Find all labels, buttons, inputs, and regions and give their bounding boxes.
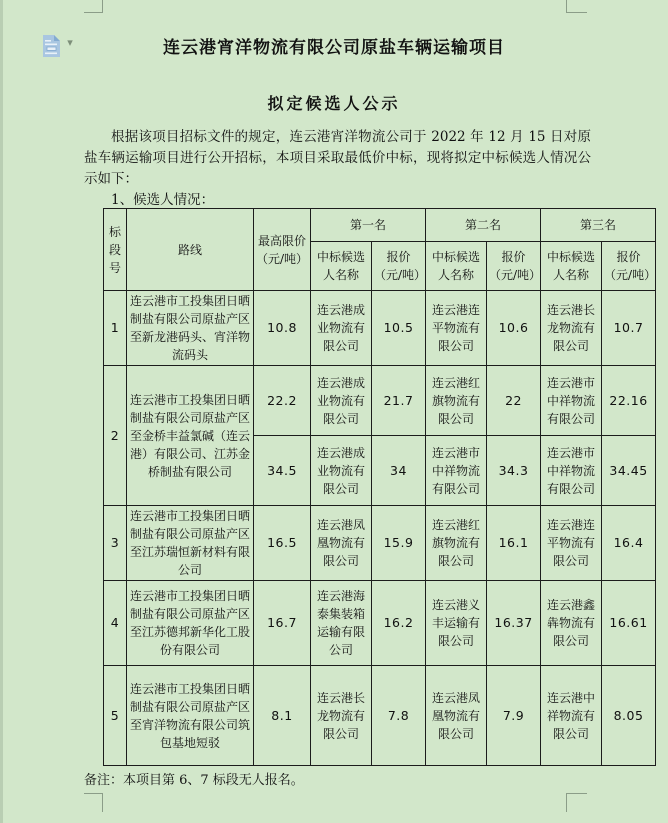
table-cell: 连云港成业物流有限公司 bbox=[311, 436, 372, 506]
table-cell: 34.3 bbox=[487, 436, 541, 506]
table-cell: 连云港连平物流有限公司 bbox=[426, 291, 487, 366]
table-cell: 8.05 bbox=[602, 666, 656, 766]
table-cell: 连云港市工投集团日晒制盐有限公司原盐产区至江苏瑞恒新材料有限公司 bbox=[127, 506, 254, 581]
table-cell: 连云港市中祥物流有限公司 bbox=[426, 436, 487, 506]
candidates-list-heading: 1、候选人情况： bbox=[111, 192, 215, 208]
dropdown-arrow-icon[interactable]: ▾ bbox=[67, 36, 73, 49]
table-cell: 连云港市工投集团日晒制盐有限公司原盐产区至金桥丰益氯碱（连云港）有限公司、江苏金桥制盐有限公司 bbox=[127, 366, 254, 506]
table-cell: 连云港市中祥物流有限公司 bbox=[541, 436, 602, 506]
margin-mark-top-left bbox=[84, 0, 103, 13]
table-cell: 16.7 bbox=[254, 581, 311, 666]
table-cell: 10.8 bbox=[254, 291, 311, 366]
table-cell: 10.6 bbox=[487, 291, 541, 366]
table-cell: 连云港市工投集团日晒制盐有限公司原盐产区至新龙港码头、宵洋物流码头 bbox=[127, 291, 254, 366]
header-cell: 第三名 bbox=[541, 209, 656, 242]
header-cell: 第二名 bbox=[426, 209, 541, 242]
margin-mark-bottom-right bbox=[566, 793, 587, 812]
table-cell: 连云港连平物流有限公司 bbox=[541, 506, 602, 581]
header-cell: 标段号 bbox=[104, 209, 127, 291]
table-cell: 8.1 bbox=[254, 666, 311, 766]
table-cell: 16.2 bbox=[372, 581, 426, 666]
table-cell: 连云港红旗物流有限公司 bbox=[426, 366, 487, 436]
table-cell: 连云港长龙物流有限公司 bbox=[311, 666, 372, 766]
header-cell: 中标候选人名称 bbox=[541, 242, 602, 291]
table-cell: 连云港凤凰物流有限公司 bbox=[426, 666, 487, 766]
table-cell: 21.7 bbox=[372, 366, 426, 436]
header-cell: 报价（元/吨） bbox=[487, 242, 541, 291]
header-cell: 路线 bbox=[127, 209, 254, 291]
header-cell: 最高限价（元/吨） bbox=[254, 209, 311, 291]
table-cell: 34.5 bbox=[254, 436, 311, 506]
page-left-edge bbox=[0, 0, 3, 823]
table-cell: 16.5 bbox=[254, 506, 311, 581]
header-cell: 中标候选人名称 bbox=[311, 242, 372, 291]
table-cell: 连云港市中祥物流有限公司 bbox=[541, 366, 602, 436]
note-text: 备注：本项目第 6、7 标段无人报名。 bbox=[84, 773, 304, 788]
table-row bbox=[104, 581, 656, 666]
table-cell: 连云港红旗物流有限公司 bbox=[426, 506, 487, 581]
table-cell: 16.61 bbox=[602, 581, 656, 666]
table-cell: 16.4 bbox=[602, 506, 656, 581]
table-cell: 10.5 bbox=[372, 291, 426, 366]
margin-mark-bottom-left bbox=[84, 793, 103, 812]
intro-section bbox=[84, 127, 591, 211]
table-cell: 4 bbox=[104, 581, 127, 666]
table-cell: 22.16 bbox=[602, 366, 656, 436]
table-cell: 22.2 bbox=[254, 366, 311, 436]
document-subtitle: 拟定候选人公示 bbox=[267, 94, 401, 113]
table-cell: 连云港中祥物流有限公司 bbox=[541, 666, 602, 766]
table-row bbox=[104, 291, 656, 366]
candidates-table-body bbox=[104, 209, 656, 766]
table-cell: 10.7 bbox=[602, 291, 656, 366]
table-cell: 连云港长龙物流有限公司 bbox=[541, 291, 602, 366]
table-row bbox=[104, 366, 656, 436]
table-cell: 7.8 bbox=[372, 666, 426, 766]
document-title: 连云港宵洋物流有限公司原盐车辆运输项目 bbox=[163, 38, 505, 58]
table-cell: 连云港市工投集团日晒制盐有限公司原盐产区至江苏德邦新华化工股份有限公司 bbox=[127, 581, 254, 666]
table-cell: 5 bbox=[104, 666, 127, 766]
table-cell: 15.9 bbox=[372, 506, 426, 581]
table-cell: 连云港鑫犇物流有限公司 bbox=[541, 581, 602, 666]
margin-mark-top-right bbox=[566, 0, 587, 13]
table-cell: 连云港市工投集团日晒制盐有限公司原盐产区至宵洋物流有限公司筑包基地短驳 bbox=[127, 666, 254, 766]
header-cell: 第一名 bbox=[311, 209, 426, 242]
table-cell: 1 bbox=[104, 291, 127, 366]
intro-paragraph: 根据该项目招标文件的规定，连云港宵洋物流公司于 2022 年 12 月 15 日对原盐车辆运输项目进行公开招标，本项目采取最低价中标，现将拟定中标候选人情况公示如下： bbox=[84, 129, 591, 187]
header-cell: 报价（元/吨） bbox=[372, 242, 426, 291]
table-cell: 3 bbox=[104, 506, 127, 581]
table-cell: 16.37 bbox=[487, 581, 541, 666]
table-cell: 连云港成业物流有限公司 bbox=[311, 291, 372, 366]
header-cell: 中标候选人名称 bbox=[426, 242, 487, 291]
table-cell: 7.9 bbox=[487, 666, 541, 766]
table-cell: 34.45 bbox=[602, 436, 656, 506]
table-cell: 连云港成业物流有限公司 bbox=[311, 366, 372, 436]
table-cell: 连云港义丰运输有限公司 bbox=[426, 581, 487, 666]
table-cell: 连云港海泰集装箱运输有限公司 bbox=[311, 581, 372, 666]
header-cell: 报价（元/吨） bbox=[602, 242, 656, 291]
table-cell: 连云港凤凰物流有限公司 bbox=[311, 506, 372, 581]
candidates-table bbox=[103, 208, 656, 766]
table-row bbox=[104, 506, 656, 581]
table-row bbox=[104, 666, 656, 766]
table-cell: 34 bbox=[372, 436, 426, 506]
table-cell: 2 bbox=[104, 366, 127, 506]
table-cell: 16.1 bbox=[487, 506, 541, 581]
table-header-row bbox=[104, 209, 656, 242]
table-cell: 22 bbox=[487, 366, 541, 436]
